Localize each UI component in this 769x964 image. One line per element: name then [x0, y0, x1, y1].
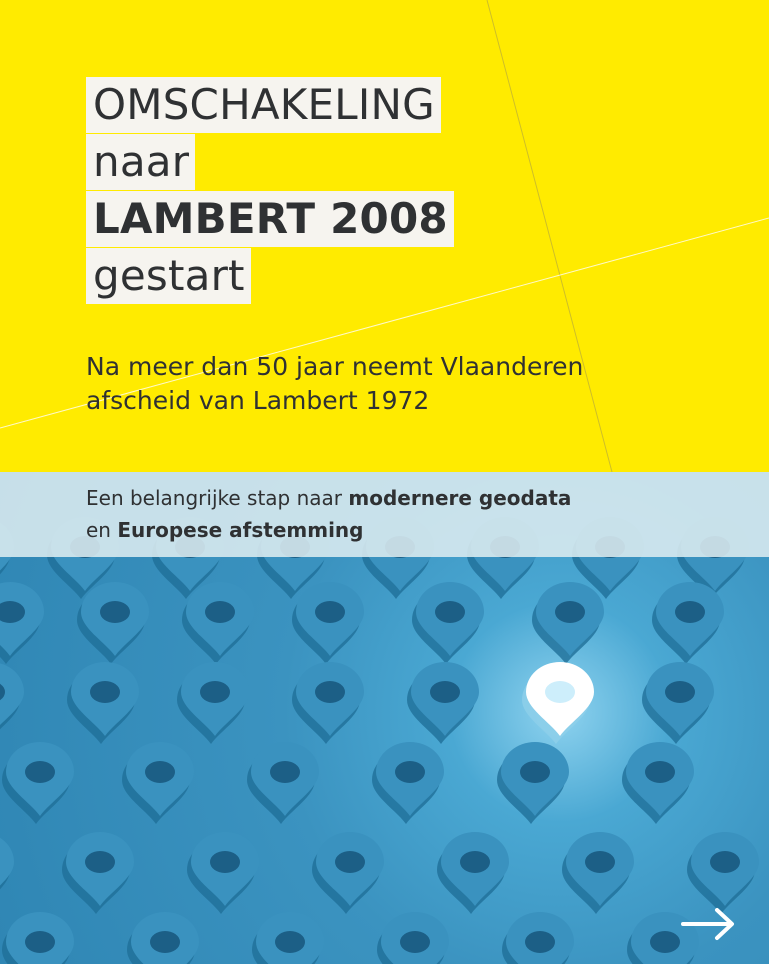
location-pin-icon	[0, 582, 44, 664]
location-pin-icon	[292, 662, 364, 744]
location-pin-icon	[187, 832, 259, 914]
location-pin-icon	[407, 662, 479, 744]
tagline-part-2: en	[86, 518, 118, 542]
location-pin-icon	[77, 582, 149, 664]
location-pin-icon	[177, 662, 249, 744]
location-pin-icon	[497, 742, 569, 824]
location-pin-icon	[292, 582, 364, 664]
location-pin-icon	[437, 832, 509, 914]
location-pin-icon	[652, 582, 724, 664]
subtitle-line-2: afscheid van Lambert 1972	[86, 386, 430, 415]
title-line-4: gestart	[86, 248, 251, 304]
location-pin-icon	[562, 832, 634, 914]
title-line-2: naar	[86, 134, 195, 190]
location-pin-icon	[372, 742, 444, 824]
location-pin-icon	[67, 662, 139, 744]
location-pin-icon	[532, 582, 604, 664]
title-line-1: OMSCHAKELING	[86, 77, 441, 133]
header-panel	[0, 0, 769, 472]
arrow-right-icon[interactable]	[679, 904, 739, 944]
location-pin-icon	[122, 742, 194, 824]
location-pin-icon	[247, 742, 319, 824]
subtitle-line-1: Na meer dan 50 jaar neemt Vlaanderen	[86, 352, 584, 381]
location-pin-icon	[0, 662, 24, 744]
title-line-3: LAMBERT 2008	[86, 191, 454, 247]
location-pin-icon	[182, 582, 254, 664]
location-pin-icon	[0, 832, 14, 914]
location-pin-icon	[412, 582, 484, 664]
location-pin-icon	[2, 912, 74, 964]
tagline-bold-1: modernere geodata	[348, 486, 572, 510]
tagline-band	[0, 472, 769, 557]
location-pin-icon	[377, 912, 449, 964]
location-pin-icon	[252, 912, 324, 964]
location-pin-icon	[2, 742, 74, 824]
tagline-bold-2: Europese afstemming	[117, 518, 364, 542]
tagline-part-1: Een belangrijke stap naar	[86, 486, 349, 510]
location-pin-icon	[642, 662, 714, 744]
subtitle	[86, 350, 646, 418]
location-pin-icon	[127, 912, 199, 964]
highlighted-pin-icon	[522, 662, 594, 744]
tagline-text	[86, 482, 726, 546]
location-pin-icon	[62, 832, 134, 914]
location-pin-icon	[622, 742, 694, 824]
location-pin-icon	[687, 832, 759, 914]
page-title	[86, 77, 454, 305]
location-pin-icon	[502, 912, 574, 964]
location-pin-icon	[312, 832, 384, 914]
